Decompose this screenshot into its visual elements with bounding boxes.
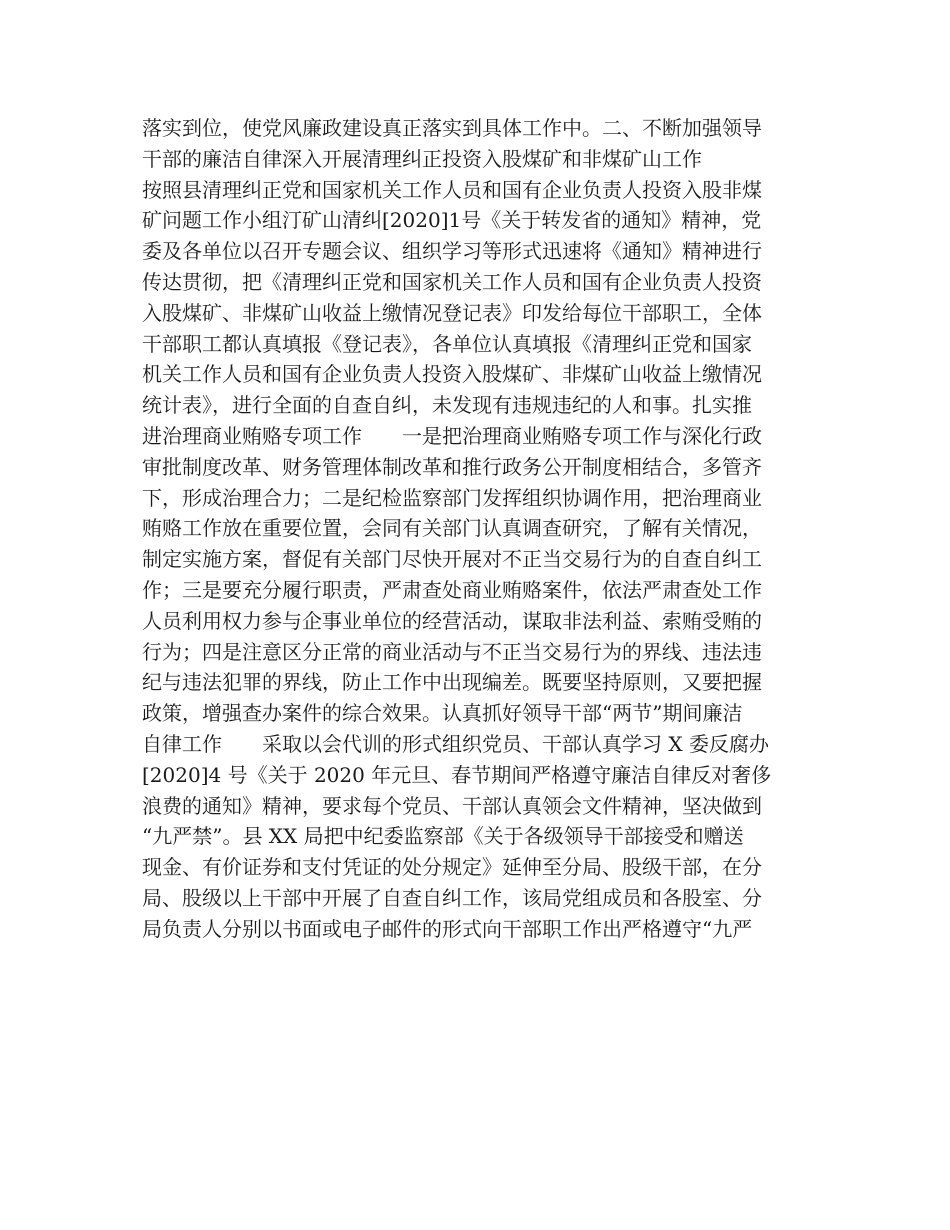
text-line: 制定实施方案，督促有关部门尽快开展对不正当交易行为的自查自纠工 — [142, 547, 762, 572]
text-line: 作；三是要充分履行职责，严肃查处商业贿赂案件，依法严肃查处工作 — [142, 577, 762, 602]
text-line: 入股煤矿、非煤矿山收益上缴情况登记表》印发给每位干部职工，全体 — [142, 300, 762, 325]
text-line: 落实到位，使党风廉政建设真正落实到具体工作中。二、不断加强领导 — [142, 116, 762, 140]
text-line: 干部职工都认真填报《登记表》，各单位认真填报《清理纠正党和国家 — [142, 331, 752, 356]
text-line: 委及各单位以召开专题会议、组织学习等形式迅速将《通知》精神进行 — [142, 239, 762, 264]
text-line: 干部的廉洁自律深入开展清理纠正投资入股煤矿和非煤矿山工作 — [142, 146, 702, 171]
text-line: “九严禁”。县 XX 局把中纪委监察部《关于各级领导干部接受和赠送 — [142, 824, 744, 849]
text-line: 按照县清理纠正党和国家机关工作人员和国有企业负责人投资入股非煤 — [142, 177, 762, 202]
text-line: 行为；四是注意区分正常的商业活动与不正当交易行为的界线、违法违 — [142, 639, 762, 664]
text-line: 贿赂工作放在重要位置，会同有关部门认真调查研究，了解有关情况， — [142, 516, 762, 541]
text-line: 传达贯彻，把《清理纠正党和国家机关工作人员和国有企业负责人投资 — [142, 269, 762, 294]
text-line: 进治理商业贿赂专项工作 一是把治理商业贿赂专项工作与深化行政 — [142, 423, 762, 448]
text-line: 政策，增强查办案件的综合效果。认真抓好领导干部“两节”期间廉洁 — [142, 701, 743, 726]
text-line: 自律工作 采取以会代训的形式组织党员、干部认真学习 X 委反腐办 — [142, 731, 769, 756]
text-line: 局负责人分别以书面或电子邮件的形式向干部职工作出严格遵守“九严 — [142, 916, 753, 941]
text-line: 人员利用权力参与企事业单位的经营活动，谋取非法利益、索贿受贿的 — [142, 608, 762, 633]
text-line: 机关工作人员和国有企业负责人投资入股煤矿、非煤矿山收益上缴情况 — [142, 362, 762, 387]
text-line: [2020]4 号《关于 2020 年元旦、春节期间严格遵守廉洁自律反对奢侈 — [142, 762, 772, 787]
body-text — [142, 113, 842, 945]
text-line: 矿问题工作小组汀矿山清纠[2020]1号《关于转发省的通知》精神，党 — [142, 208, 762, 233]
text-line: 下，形成治理合力；二是纪检监察部门发挥组织协调作用，把治理商业 — [142, 485, 762, 510]
text-line: 审批制度改革、财务管理体制改革和推行政务公开制度相结合，多管齐 — [142, 454, 762, 479]
text-line: 统计表》，进行全面的自查自纠，未发现有违规违纪的人和事。扎实推 — [142, 393, 752, 418]
text-line: 浪费的通知》精神，要求每个党员、干部认真领会文件精神，坚决做到 — [142, 793, 762, 818]
text-line: 局、股级以上干部中开展了自查自纠工作，该局党组成员和各股室、分 — [142, 885, 762, 910]
text-line: 现金、有价证券和支付凭证的处分规定》延伸至分局、股级干部，在分 — [142, 855, 762, 880]
text-line: 纪与违法犯罪的界线，防止工作中出现编差。既要坚持原则，又要把握 — [142, 670, 762, 695]
